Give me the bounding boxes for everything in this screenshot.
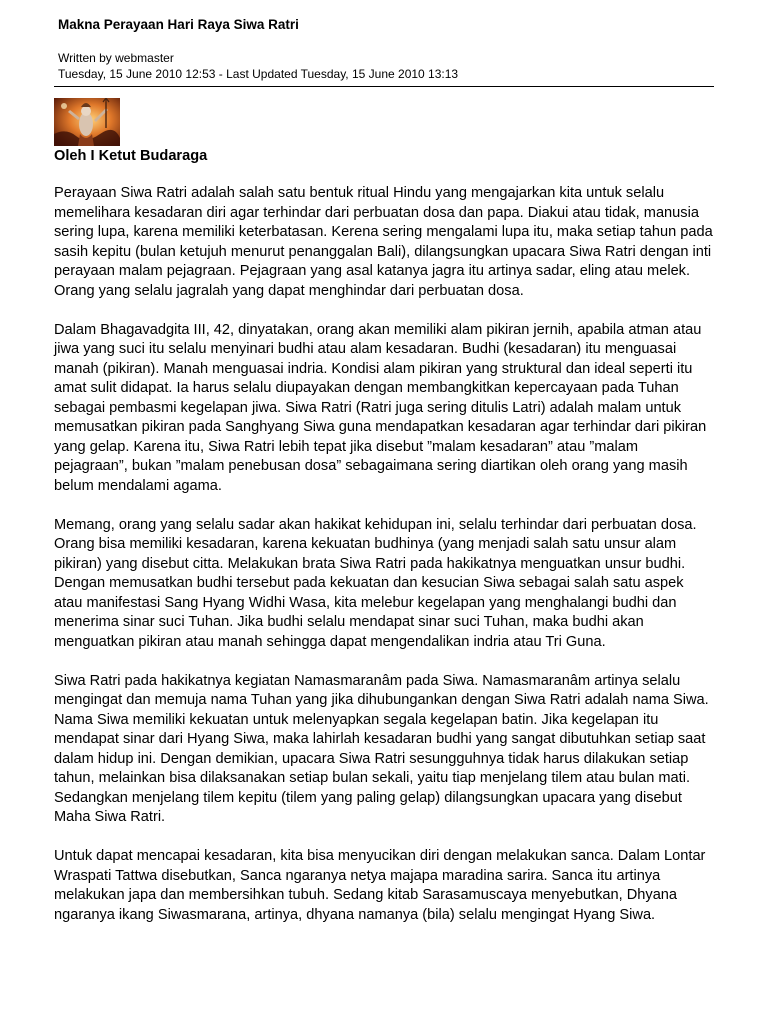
- article-title: Makna Perayaan Hari Raya Siwa Ratri: [58, 17, 299, 32]
- author-byline: Oleh I Ketut Budaraga: [54, 148, 208, 164]
- shiva-image: [54, 98, 120, 146]
- article-paragraph: Siwa Ratri pada hakikatnya kegiatan Namasmaranâm pada Siwa. Namasmaranâm artinya selalu mengingat dan memuja nama Tuhan yang jika dihubungankan dengan Siwa Ratri adalah nama Siwa. Nama Siwa memiliki kekuatan untuk melenyapkan segala kegelapan batin. Jika kegelapan itu mendapat sinar dari Hyang Siwa, maka lahirlah kesadaran budhi yang sangat dibutuhkan setiap saat dalam hidup ini. Dengan demikian, upacara Siwa Ratri sesungguhnya tidak harus dilakukan setiap tahun, melainkan bisa dilaksanakan setiap bulan sekali, yaitu tiap menjelang tilem atau bulan mati. Sedangkan menjelang tilem kepitu (tilem yang paling gelap) dilangsungkan upacara yang disebut Maha Siwa Ratri.: [54, 672, 709, 825]
- article-meta: [58, 50, 458, 82]
- article-paragraph: Memang, orang yang selalu sadar akan hakikat kehidupan ini, selalu terhindar dari perbuatan dosa. Orang bisa memiliki kesadaran, karena kekuatan budhinya (yang menjadi salah satu unsur alam pikiran) yang disebut citta. Melakukan brata Siwa Ratri pada hakikatnya menguatkan unsur budhi. Dengan memusatkan budhi tersebut pada kekuatan dan kesucian Siwa sebagai salah satu aspek atau manifestasi Sang Hyang Widhi Wasa, kita melebur kegelapan yang menghalangi budhi dan menerima sinar suci Tuhan. Jika budhi selalu mendapat sinar suci Tuhan, maka budhi akan menguatkan pikiran atau manah sehingga dapat mengendalikan indria atau Tri Guna.: [54, 516, 697, 650]
- article-paragraph: Untuk dapat mencapai kesadaran, kita bisa menyucikan diri dengan melakukan sanca. Dalam Lontar Wraspati Tattwa disebutkan, Sanca ngaranya netya majapa maradina sarira. Sanca itu artinya melakukan japa dan membersihkan tubuh. Sedang kitab Sarasamuscaya menyebutkan, Dhyana ngaranya ikang Siwasmarana, artinya, dhyana namanya (bila) selalu mengingat Hyang Siwa.: [54, 848, 706, 923]
- author-line: Written by webmaster: [58, 51, 174, 65]
- article-paragraph: Dalam Bhagavadgita III, 42, dinyatakan, orang akan memiliki alam pikiran jernih, apabila atman atau jiwa yang suci itu selalu menyinari budhi atau alam kesadaran. Budhi (kesadaran) itu menguasai manah (pikiran). Manah menguasai indria. Kondisi alam pikiran yang struktural dan ideal seperti itu amat sulit didapat. Ia harus selalu diupayakan dengan membangkitkan kepercayaan pada Tuhan sebagai pembasmi kegelapan jiwa. Siwa Ratri (Ratri juga sering ditulis Latri) adalah malam untuk memusatkan pikiran pada Sanghyang Siwa guna mendapatkan kesadaran agar terhindar dari pikiran yang gelap. Karena itu, Siwa Ratri lebih tepat jika disebut ”malam kesadaran” atau ”malam pejagraan”, bukan ”malam penebusan dosa” sebagaimana sering diartikan oleh orang yang masih belum mendalami agama.: [54, 321, 707, 494]
- article-paragraph: Perayaan Siwa Ratri adalah salah satu bentuk ritual Hindu yang mengajarkan kita untuk selalu memelihara kesadaran diri agar terhindar dari perbuatan dosa dan papa. Diakui atau tidak, manusia sering lupa, karena memiliki keterbatasan. Kerena sering mengalami lupa itu, maka setiap tahun pada sasih kepitu (bulan ketujuh menurut penanggalan Bali), dilangsungkan upacara Siwa Ratri dengan inti perayaan malam pejagraan. Pejagraan yang asal katanya jagra itu artinya sadar, eling atau melek. Orang yang selalu jagralah yang dapat menghindar dari perbuatan dosa.: [54, 185, 713, 299]
- header-divider: [54, 86, 714, 87]
- date-line: Tuesday, 15 June 2010 12:53 - Last Updated Tuesday, 15 June 2010 13:13: [58, 67, 459, 81]
- article-body: [54, 184, 714, 945]
